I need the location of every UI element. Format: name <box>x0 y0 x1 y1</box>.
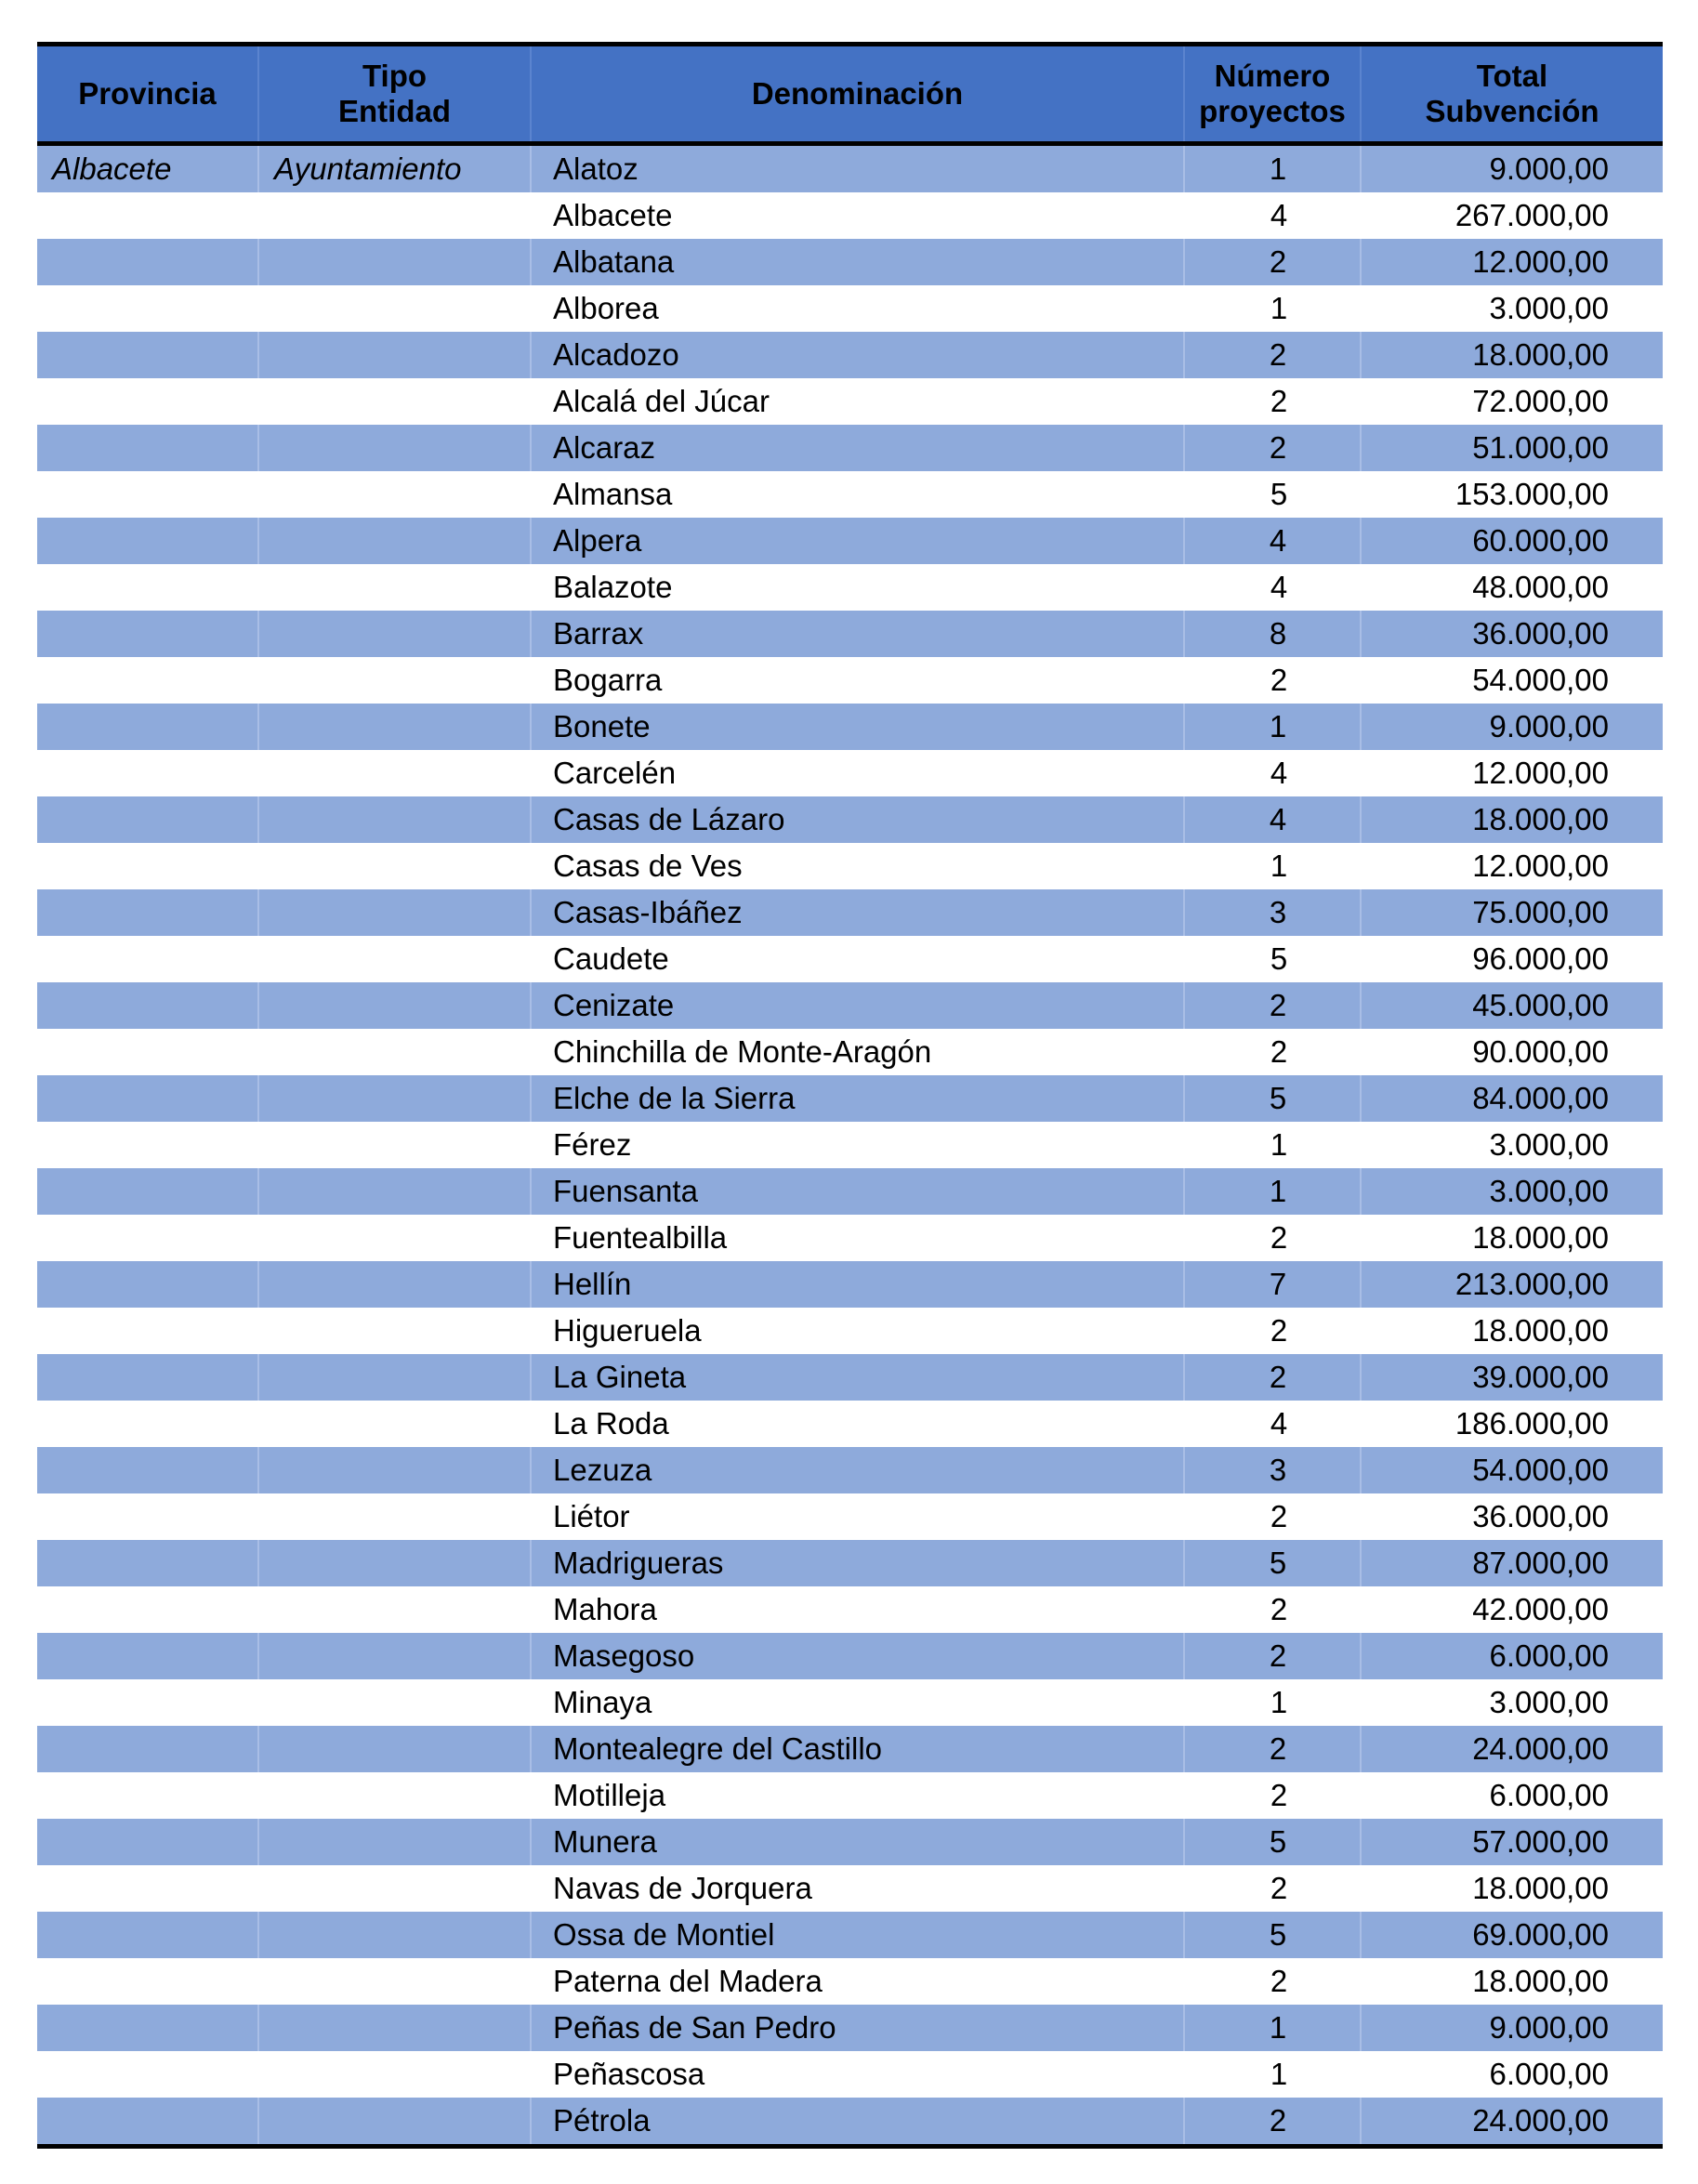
cell-provincia <box>37 1261 259 1308</box>
cell-tipo-entidad <box>259 471 532 518</box>
cell-total-subvencion: 87.000,00 <box>1472 1546 1609 1580</box>
table-row <box>37 192 1663 239</box>
cell-tipo-entidad: Ayuntamiento <box>259 146 532 192</box>
table-header <box>37 46 1663 141</box>
cell-total-subvencion: 45.000,00 <box>1472 988 1609 1022</box>
cell-total-subvencion: 18.000,00 <box>1472 1313 1609 1348</box>
cell-provincia <box>37 285 259 332</box>
table-row <box>37 1726 1663 1772</box>
cell-tipo-entidad <box>259 2005 532 2051</box>
table-row <box>37 704 1663 750</box>
cell-numero-proyectos: 1 <box>1270 1685 1288 1719</box>
cell-provincia <box>37 704 259 750</box>
cell-total-subvencion: 60.000,00 <box>1472 523 1609 558</box>
table-row <box>37 239 1663 285</box>
cell-numero-proyectos: 4 <box>1185 796 1362 843</box>
cell-provincia <box>37 1726 259 1772</box>
cell-provincia <box>37 657 259 704</box>
cell-denominacion: Mahora <box>553 1592 657 1626</box>
cell-numero-proyectos: 5 <box>1185 1540 1362 1586</box>
cell-total-subvencion: 48.000,00 <box>1472 570 1609 604</box>
cell-provincia <box>37 1586 259 1633</box>
cell-numero-proyectos: 1 <box>1270 1127 1288 1162</box>
cell-total-subvencion: 12.000,00 <box>1472 849 1609 883</box>
cell-provincia <box>37 1493 259 1540</box>
table-bottom-rule <box>37 2144 1663 2149</box>
cell-denominacion: Alcalá del Júcar <box>553 384 770 418</box>
header-subvencion-label: Subvención <box>1425 94 1599 128</box>
table-row <box>37 1215 1663 1261</box>
cell-tipo-entidad <box>259 378 532 425</box>
table-row <box>37 1540 1663 1586</box>
cell-provincia <box>37 425 259 471</box>
header-proyectos-label: proyectos <box>1199 94 1346 128</box>
cell-total-subvencion: 9.000,00 <box>1489 2010 1609 2045</box>
cell-provincia <box>37 239 259 285</box>
cell-provincia <box>37 564 259 611</box>
cell-tipo-entidad <box>259 1215 532 1261</box>
cell-denominacion: Alcadozo <box>532 332 1185 378</box>
cell-denominacion: Higueruela <box>553 1313 702 1348</box>
cell-provincia <box>37 611 259 657</box>
table-row <box>37 843 1663 889</box>
cell-numero-proyectos: 2 <box>1185 2098 1362 2144</box>
cell-total-subvencion: 90.000,00 <box>1472 1034 1609 1069</box>
cell-denominacion: La Roda <box>553 1406 669 1441</box>
cell-denominacion: Ossa de Montiel <box>532 1912 1185 1958</box>
cell-tipo-entidad <box>259 1772 532 1819</box>
cell-tipo-entidad <box>259 843 532 889</box>
cell-tipo-entidad <box>259 518 532 564</box>
cell-total-subvencion: 153.000,00 <box>1454 477 1609 511</box>
cell-tipo-entidad <box>259 1679 532 1726</box>
cell-tipo-entidad <box>259 192 532 239</box>
table-row <box>37 889 1663 936</box>
cell-provincia <box>37 982 259 1029</box>
header-entidad-label: Entidad <box>338 94 451 128</box>
cell-denominacion: Montealegre del Castillo <box>532 1726 1185 1772</box>
cell-denominacion: Cenizate <box>532 982 1185 1029</box>
cell-provincia <box>37 192 259 239</box>
cell-provincia <box>37 936 259 982</box>
cell-tipo-entidad <box>259 704 532 750</box>
cell-numero-proyectos: 4 <box>1270 1406 1288 1441</box>
cell-tipo-entidad <box>259 2098 532 2144</box>
cell-denominacion: Alborea <box>553 291 659 325</box>
table-row <box>37 518 1663 564</box>
cell-provincia <box>37 2051 259 2098</box>
table-row <box>37 657 1663 704</box>
cell-total-subvencion: 57.000,00 <box>1472 1824 1609 1859</box>
cell-total-subvencion: 18.000,00 <box>1472 802 1609 836</box>
cell-denominacion: Minaya <box>553 1685 652 1719</box>
cell-provincia <box>37 796 259 843</box>
cell-numero-proyectos: 2 <box>1185 332 1362 378</box>
cell-provincia <box>37 2005 259 2051</box>
table-row <box>37 1586 1663 1633</box>
cell-tipo-entidad <box>259 1912 532 1958</box>
cell-provincia <box>37 843 259 889</box>
cell-denominacion: Bonete <box>532 704 1185 750</box>
table-row <box>37 1912 1663 1958</box>
table-row <box>37 1261 1663 1308</box>
cell-denominacion: Elche de la Sierra <box>532 1075 1185 1122</box>
cell-denominacion: Liétor <box>553 1499 630 1533</box>
table-row <box>37 378 1663 425</box>
cell-numero-proyectos: 1 <box>1270 849 1288 883</box>
cell-tipo-entidad <box>259 1308 532 1354</box>
table-row <box>37 2051 1663 2098</box>
table-row <box>37 332 1663 378</box>
cell-total-subvencion: 18.000,00 <box>1472 1871 1609 1905</box>
cell-total-subvencion: 24.000,00 <box>1472 1731 1609 1766</box>
cell-denominacion: Madrigueras <box>532 1540 1185 1586</box>
cell-provincia <box>37 1819 259 1865</box>
cell-denominacion: Férez <box>553 1127 632 1162</box>
cell-total-subvencion: 213.000,00 <box>1454 1267 1609 1301</box>
cell-denominacion: Motilleja <box>553 1778 666 1812</box>
cell-provincia <box>37 750 259 796</box>
table-row <box>37 285 1663 332</box>
cell-total-subvencion: 96.000,00 <box>1472 941 1609 976</box>
cell-total-subvencion: 18.000,00 <box>1472 337 1609 372</box>
cell-numero-proyectos: 4 <box>1270 756 1288 790</box>
cell-denominacion: Pétrola <box>532 2098 1185 2144</box>
cell-tipo-entidad <box>259 1168 532 1215</box>
cell-denominacion: Casas de Lázaro <box>532 796 1185 843</box>
subsidy-table <box>37 42 1663 2149</box>
cell-tipo-entidad <box>259 1633 532 1679</box>
table-row <box>37 982 1663 1029</box>
table-row <box>37 2005 1663 2051</box>
cell-numero-proyectos: 2 <box>1185 239 1362 285</box>
cell-provincia <box>37 2098 259 2144</box>
table-row <box>37 1168 1663 1215</box>
cell-total-subvencion: 18.000,00 <box>1472 1220 1609 1255</box>
cell-provincia <box>37 1029 259 1075</box>
header-total-label: Total <box>1476 59 1548 93</box>
cell-provincia <box>37 1958 259 2005</box>
cell-total-subvencion: 36.000,00 <box>1472 616 1609 651</box>
cell-total-subvencion: 36.000,00 <box>1472 1499 1609 1533</box>
cell-provincia <box>37 1540 259 1586</box>
cell-tipo-entidad <box>259 936 532 982</box>
cell-tipo-entidad <box>259 1726 532 1772</box>
cell-provincia <box>37 1912 259 1958</box>
cell-total-subvencion: 6.000,00 <box>1489 1638 1609 1673</box>
cell-tipo-entidad <box>259 657 532 704</box>
cell-denominacion: Carcelén <box>553 756 677 790</box>
cell-numero-proyectos: 2 <box>1185 1354 1362 1401</box>
table-row <box>37 1029 1663 1075</box>
header-provincia-label: Provincia <box>78 76 217 111</box>
cell-denominacion: Hellín <box>532 1261 1185 1308</box>
cell-provincia <box>37 889 259 936</box>
table-row <box>37 1679 1663 1726</box>
table-row <box>37 750 1663 796</box>
cell-numero-proyectos: 2 <box>1270 1313 1288 1348</box>
cell-provincia <box>37 1168 259 1215</box>
header-denominacion <box>532 46 1185 141</box>
cell-numero-proyectos: 2 <box>1185 1633 1362 1679</box>
cell-tipo-entidad <box>259 611 532 657</box>
header-numero-label: Número <box>1214 59 1331 93</box>
cell-total-subvencion: 54.000,00 <box>1472 663 1609 697</box>
cell-tipo-entidad <box>259 1354 532 1401</box>
cell-denominacion: Peñas de San Pedro <box>532 2005 1185 2051</box>
cell-provincia <box>37 332 259 378</box>
cell-provincia <box>37 378 259 425</box>
cell-numero-proyectos: 2 <box>1270 1592 1288 1626</box>
cell-tipo-entidad <box>259 564 532 611</box>
cell-denominacion: Casas de Ves <box>553 849 743 883</box>
table-row <box>37 936 1663 982</box>
table-row <box>37 1075 1663 1122</box>
cell-denominacion: Paterna del Madera <box>553 1964 823 1998</box>
cell-denominacion: Albatana <box>532 239 1185 285</box>
cell-denominacion: Chinchilla de Monte-Aragón <box>553 1034 932 1069</box>
cell-tipo-entidad <box>259 750 532 796</box>
cell-provincia <box>37 1122 259 1168</box>
cell-numero-proyectos: 2 <box>1270 1871 1288 1905</box>
table-row <box>37 796 1663 843</box>
cell-denominacion: Bogarra <box>553 663 663 697</box>
cell-tipo-entidad <box>259 285 532 332</box>
header-tipo-entidad <box>259 46 532 141</box>
cell-total-subvencion: 12.000,00 <box>1472 244 1609 279</box>
cell-provincia <box>37 1679 259 1726</box>
cell-numero-proyectos: 2 <box>1270 1499 1288 1533</box>
cell-total-subvencion: 72.000,00 <box>1472 384 1609 418</box>
cell-total-subvencion: 267.000,00 <box>1454 198 1609 232</box>
cell-tipo-entidad <box>259 796 532 843</box>
cell-numero-proyectos: 1 <box>1185 146 1362 192</box>
cell-numero-proyectos: 1 <box>1270 291 1288 325</box>
cell-provincia <box>37 1401 259 1447</box>
cell-denominacion: Lezuza <box>532 1447 1185 1493</box>
cell-numero-proyectos: 5 <box>1270 941 1288 976</box>
cell-provincia: Albacete <box>37 146 259 192</box>
table-row <box>37 1122 1663 1168</box>
cell-provincia <box>37 518 259 564</box>
cell-total-subvencion: 9.000,00 <box>1489 709 1609 743</box>
table-row <box>37 1772 1663 1819</box>
cell-tipo-entidad <box>259 1122 532 1168</box>
cell-numero-proyectos: 2 <box>1185 1726 1362 1772</box>
cell-total-subvencion: 3.000,00 <box>1489 1127 1609 1162</box>
cell-numero-proyectos: 4 <box>1270 570 1288 604</box>
cell-total-subvencion: 69.000,00 <box>1472 1917 1609 1952</box>
cell-numero-proyectos: 1 <box>1185 2005 1362 2051</box>
cell-total-subvencion: 24.000,00 <box>1472 2103 1609 2138</box>
cell-tipo-entidad <box>259 1865 532 1912</box>
cell-numero-proyectos: 4 <box>1270 198 1288 232</box>
cell-provincia <box>37 1308 259 1354</box>
cell-tipo-entidad <box>259 2051 532 2098</box>
header-numero-proyectos <box>1185 46 1362 141</box>
cell-numero-proyectos: 7 <box>1185 1261 1362 1308</box>
cell-tipo-entidad <box>259 1075 532 1122</box>
cell-total-subvencion: 3.000,00 <box>1489 1174 1609 1208</box>
table-row <box>37 1493 1663 1540</box>
cell-total-subvencion: 186.000,00 <box>1454 1406 1609 1441</box>
cell-numero-proyectos: 1 <box>1185 1168 1362 1215</box>
cell-tipo-entidad <box>259 1029 532 1075</box>
table-row <box>37 1308 1663 1354</box>
cell-numero-proyectos: 5 <box>1185 1819 1362 1865</box>
cell-provincia <box>37 1772 259 1819</box>
cell-denominacion: Fuentealbilla <box>553 1220 728 1255</box>
cell-numero-proyectos: 5 <box>1185 1075 1362 1122</box>
cell-tipo-entidad <box>259 332 532 378</box>
cell-denominacion: Balazote <box>553 570 673 604</box>
cell-numero-proyectos: 1 <box>1270 2057 1288 2091</box>
header-denominacion-label: Denominación <box>751 76 964 111</box>
cell-denominacion: Casas-Ibáñez <box>532 889 1185 936</box>
cell-provincia <box>37 1215 259 1261</box>
table-row <box>37 425 1663 471</box>
cell-total-subvencion: 51.000,00 <box>1472 430 1609 465</box>
table-row <box>37 1401 1663 1447</box>
cell-provincia <box>37 1633 259 1679</box>
cell-numero-proyectos: 4 <box>1185 518 1362 564</box>
table-row <box>37 1819 1663 1865</box>
cell-total-subvencion: 6.000,00 <box>1489 1778 1609 1812</box>
cell-numero-proyectos: 2 <box>1270 384 1288 418</box>
cell-denominacion: Alcaraz <box>532 425 1185 471</box>
cell-numero-proyectos: 2 <box>1270 663 1288 697</box>
table-row <box>37 564 1663 611</box>
cell-tipo-entidad <box>259 1819 532 1865</box>
cell-numero-proyectos: 2 <box>1185 982 1362 1029</box>
cell-numero-proyectos: 2 <box>1270 1220 1288 1255</box>
cell-denominacion: Masegoso <box>532 1633 1185 1679</box>
header-tipo-label: Tipo <box>362 59 428 93</box>
cell-tipo-entidad <box>259 1261 532 1308</box>
cell-denominacion: Fuensanta <box>532 1168 1185 1215</box>
table-row <box>37 611 1663 657</box>
cell-total-subvencion: 6.000,00 <box>1489 2057 1609 2091</box>
table-row <box>37 1447 1663 1493</box>
cell-numero-proyectos: 5 <box>1270 477 1288 511</box>
cell-total-subvencion: 12.000,00 <box>1472 756 1609 790</box>
cell-denominacion: Alatoz <box>532 146 1185 192</box>
cell-numero-proyectos: 8 <box>1185 611 1362 657</box>
table-body <box>37 146 1663 2144</box>
table-row <box>37 146 1663 192</box>
cell-denominacion: Alpera <box>532 518 1185 564</box>
cell-denominacion: La Gineta <box>532 1354 1185 1401</box>
cell-numero-proyectos: 3 <box>1185 889 1362 936</box>
cell-provincia <box>37 1075 259 1122</box>
cell-tipo-entidad <box>259 1493 532 1540</box>
table-row <box>37 1354 1663 1401</box>
cell-tipo-entidad <box>259 1586 532 1633</box>
cell-denominacion: Albacete <box>553 198 673 232</box>
header-total-subvencion <box>1362 46 1663 141</box>
cell-total-subvencion: 18.000,00 <box>1472 1964 1609 1998</box>
cell-denominacion: Navas de Jorquera <box>553 1871 812 1905</box>
cell-provincia <box>37 471 259 518</box>
cell-total-subvencion: 3.000,00 <box>1489 291 1609 325</box>
cell-provincia <box>37 1354 259 1401</box>
cell-tipo-entidad <box>259 889 532 936</box>
table-row <box>37 2098 1663 2144</box>
cell-numero-proyectos: 2 <box>1270 1964 1288 1998</box>
cell-total-subvencion: 3.000,00 <box>1489 1685 1609 1719</box>
table-row <box>37 471 1663 518</box>
cell-denominacion: Munera <box>532 1819 1185 1865</box>
cell-numero-proyectos: 2 <box>1270 1034 1288 1069</box>
cell-tipo-entidad <box>259 1958 532 2005</box>
cell-provincia <box>37 1447 259 1493</box>
cell-total-subvencion: 9.000,00 <box>1489 151 1609 186</box>
cell-total-subvencion: 84.000,00 <box>1472 1081 1609 1115</box>
cell-total-subvencion: 75.000,00 <box>1472 895 1609 929</box>
cell-total-subvencion: 42.000,00 <box>1472 1592 1609 1626</box>
cell-total-subvencion: 39.000,00 <box>1472 1360 1609 1394</box>
header-provincia <box>37 46 259 141</box>
table-row <box>37 1865 1663 1912</box>
cell-numero-proyectos: 2 <box>1185 425 1362 471</box>
cell-tipo-entidad <box>259 982 532 1029</box>
cell-numero-proyectos: 2 <box>1270 1778 1288 1812</box>
cell-provincia <box>37 1865 259 1912</box>
cell-tipo-entidad <box>259 1401 532 1447</box>
cell-denominacion: Peñascosa <box>553 2057 705 2091</box>
cell-total-subvencion: 54.000,00 <box>1472 1453 1609 1487</box>
cell-numero-proyectos: 1 <box>1185 704 1362 750</box>
table-row <box>37 1633 1663 1679</box>
cell-tipo-entidad <box>259 1540 532 1586</box>
cell-denominacion: Barrax <box>532 611 1185 657</box>
cell-denominacion: Almansa <box>553 477 673 511</box>
cell-tipo-entidad <box>259 239 532 285</box>
cell-numero-proyectos: 5 <box>1185 1912 1362 1958</box>
cell-tipo-entidad <box>259 1447 532 1493</box>
table-row <box>37 1958 1663 2005</box>
cell-denominacion: Caudete <box>553 941 669 976</box>
cell-tipo-entidad <box>259 425 532 471</box>
cell-numero-proyectos: 3 <box>1185 1447 1362 1493</box>
